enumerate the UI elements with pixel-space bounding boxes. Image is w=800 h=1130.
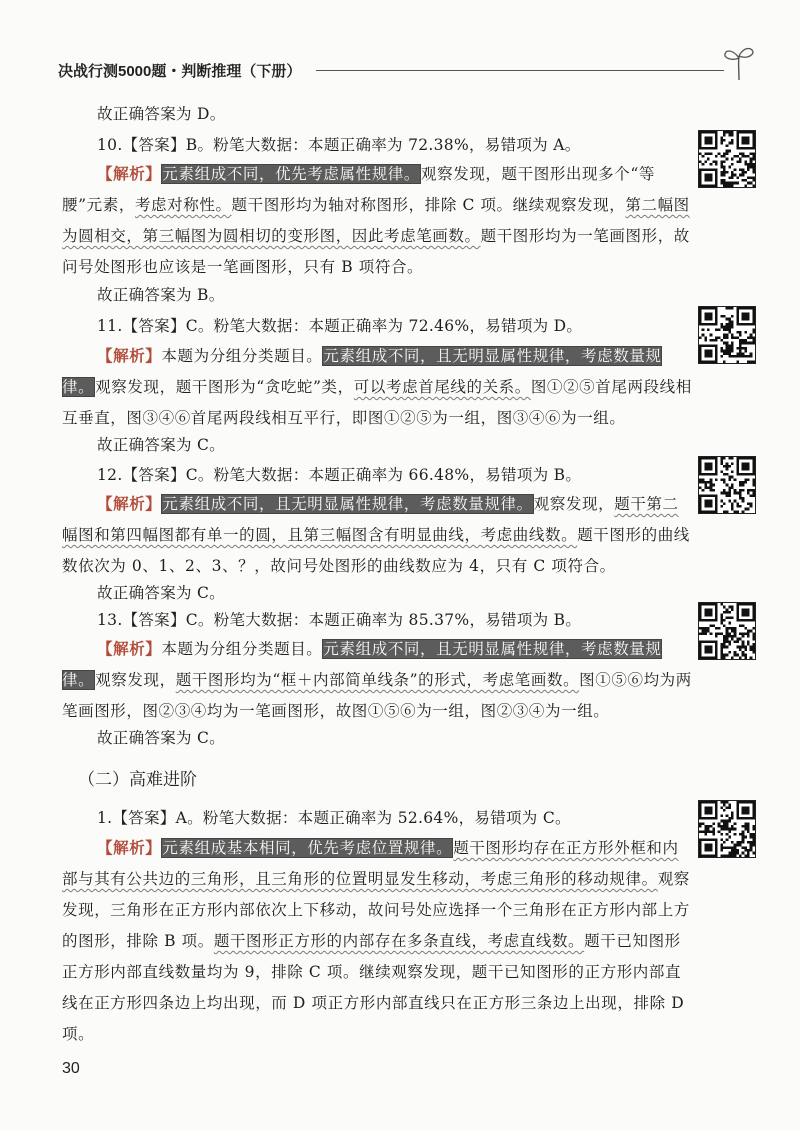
q13-final-answer: 故正确答案为 C。	[97, 729, 225, 747]
qr-code-icon	[699, 603, 755, 659]
qr-code-q13[interactable]	[698, 602, 756, 660]
qr-code-q10[interactable]	[698, 130, 756, 188]
adv1-underline-2: 题干图形正方形的内部存在多条直线，考虑直线数。	[213, 932, 585, 950]
q12-underline-1: 题干第二幅图和第四幅图都有单一的圆，且第三幅图含有明显曲线，考虑曲线数。	[62, 495, 679, 544]
q11-answer: 11.【答案】C。粉笔大数据：本题正确率为 72.46%，易错项为 D。	[97, 317, 583, 335]
q13-analysis	[62, 633, 692, 727]
q13-text-2: 图①⑤⑥均为两笔画图形，图②③④均为一笔画图形，故图①⑤⑥为一组，图②③④为一组。	[62, 671, 692, 720]
q12-answer: 12.【答案】C。粉笔大数据：本题正确率为 66.48%，易错项为 B。	[97, 466, 582, 484]
adv1-text-1: 观察发现，三角形在正方形内部依次上下移动，故问号处应选择一个三角形在正方形内部上方的图形，排除 B 项。	[62, 870, 690, 950]
q12-text-1: 观察发现，	[533, 495, 615, 513]
adv1-analysis-tag: 【解析】	[97, 838, 162, 857]
q10-highlight: 元素组成不同，优先考虑属性规律。	[162, 165, 421, 183]
q12-analysis-tag: 【解析】	[97, 494, 162, 513]
qr-code-icon	[699, 131, 755, 187]
q13-answer: 13.【答案】C。粉笔大数据：本题正确率为 85.37%，易错项为 B。	[97, 611, 582, 629]
q13-text-0: 本题为分组分类题目。	[161, 640, 323, 658]
q12-highlight: 元素组成不同，且无明显属性规律，考虑数量规律。	[162, 495, 533, 513]
qr-code-q12[interactable]	[698, 456, 756, 514]
qr-code-icon	[699, 801, 755, 857]
q10-analysis	[62, 158, 692, 283]
qr-code-q11[interactable]	[698, 306, 756, 364]
header-rule	[316, 70, 724, 71]
qr-code-icon	[699, 457, 755, 513]
adv1-underline-1: 题干图形均存在正方形外框和内部与其有公共边的三角形，且三角形的位置明显发生移动，考虑三角形的移动规律。	[62, 839, 679, 888]
adv1-text-2: 题干已知图形正方形内部直线数量均为 9，排除 C 项。继续观察发现，题干已知图形的正方形内部直线在正方形四条边上均出现，而 D 项正方形内部直线只在正方形三条边上出现，排除 D 项。	[62, 932, 685, 1043]
qr-code-adv1[interactable]	[698, 800, 756, 858]
q13-analysis-tag: 【解析】	[97, 639, 162, 658]
section-heading: （二）高难进阶	[78, 770, 197, 789]
q10-final-answer: 故正确答案为 B。	[97, 286, 225, 304]
q11-text-1: 观察发现，题干图形为“贪吃蛇”类，	[95, 378, 354, 396]
adv1-answer: 1.【答案】A。粉笔大数据：本题正确率为 52.64%，易错项为 C。	[97, 809, 571, 827]
q10-text-1: 观察发现，题干图形出现多个“等腰”元素，	[62, 165, 655, 214]
q10-underline-2: 第二幅图为圆相交，第三幅图为圆相切的变形图，因此考虑笔画数。	[62, 196, 690, 245]
adv1-highlight: 元素组成基本相同，优先考虑位置规律。	[162, 839, 453, 857]
q10-analysis-tag: 【解析】	[97, 164, 162, 183]
q11-text-2: 图①②⑤首尾两段线相互垂直，图③④⑥首尾两段线相互平行，即图①②⑤为一组，图③④⑥为一组。	[62, 378, 692, 427]
q13-highlight: 元素组成不同，且无明显属性规律，考虑数量规律。	[62, 640, 662, 689]
q11-analysis-tag: 【解析】	[97, 346, 162, 365]
page-header	[58, 58, 758, 88]
q10-text-3: 题干图形均为一笔画图形，故问号处图形也应该是一笔画图形，只有 B 项符合。	[62, 227, 690, 276]
book-title: 决战行测5000题・判断推理（下册）	[58, 63, 302, 80]
q13-text-1: 观察发现，	[95, 671, 176, 689]
q11-text-0: 本题为分组分类题目。	[161, 347, 323, 365]
q11-analysis	[62, 340, 692, 434]
q10-answer: 10.【答案】B。粉笔大数据：本题正确率为 72.38%，易错项为 A。	[97, 136, 581, 154]
q11-highlight: 元素组成不同，且无明显属性规律，考虑数量规律。	[62, 347, 662, 396]
q9-final-answer: 故正确答案为 D。	[97, 105, 226, 123]
q12-text-2: 题干图形的曲线数依次为 0、1、2、3、？，故问号处图形的曲线数应为 4，只有 C 项符合。	[62, 526, 690, 575]
q11-final-answer: 故正确答案为 C。	[97, 436, 225, 454]
q13-underline-1: 题干图形均为“框＋内部简单线条”的形式，考虑笔画数。	[175, 671, 580, 689]
q10-underline-1: 考虑对称性。	[134, 196, 232, 214]
q10-text-2: 题干图形均为轴对称图形，排除 C 项。继续观察发现，	[231, 196, 626, 214]
qr-code-icon	[699, 307, 755, 363]
adv1-analysis	[62, 832, 692, 1050]
page-number: 30	[62, 1060, 80, 1077]
sprout-icon	[722, 44, 756, 80]
q12-analysis	[62, 488, 692, 582]
q11-underline-1: 可以考虑首尾线的关系。	[353, 378, 531, 396]
q12-final-answer: 故正确答案为 C。	[97, 584, 225, 602]
